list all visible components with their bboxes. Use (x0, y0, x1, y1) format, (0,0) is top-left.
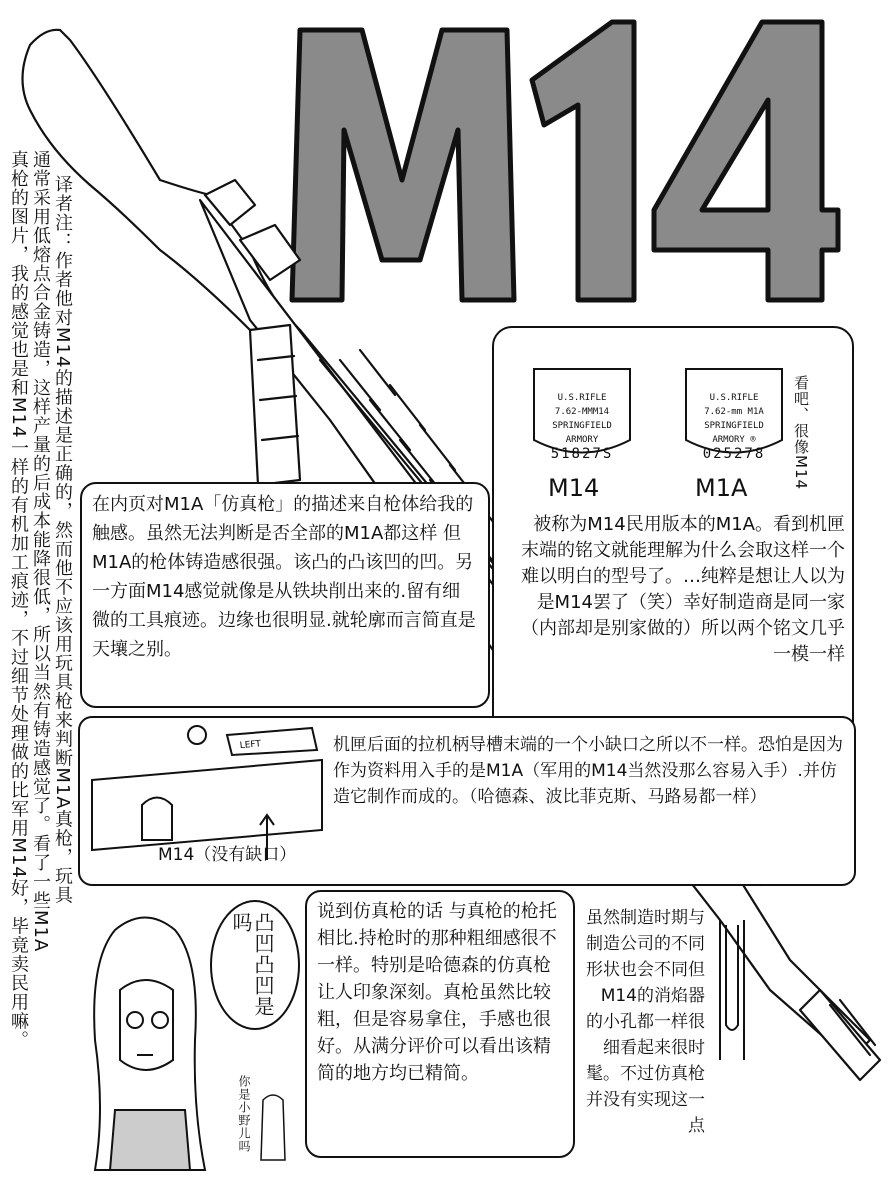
plate-line: U.S.RIFLE (709, 393, 759, 403)
flash-suppressor-drawing (712, 915, 752, 1065)
plate-line: 7.62-mm M1A (704, 407, 764, 417)
plate-line: 7.62-MMM14 (554, 407, 610, 417)
m14-label: M14 (548, 474, 600, 502)
translator-note-col1: 译者注：作者他对M14的描述是正确的，然而他不应该用玩具枪来判断M1A真枪，玩具 (52, 175, 73, 905)
girl-speech-text: 凸凹凸凹是吗 (229, 912, 275, 1017)
feel-description-box: 在内页对M1A「仿真枪」的描述来自枪体给我的触感。虽然无法判断是否全部的M1A都这样 但M1A的枪体铸造感很强。该凸的凸该凹的凹。另一方面M14感觉就像是从铁块削出来的.留有细微的工具痕迹。边缘也很明显.就轮廓而言简直是天壤之别。 (80, 482, 490, 708)
notch-explanation: 机匣后面的拉机柄导槽末端的一个小缺口之所以不一样。恐怕是因为作为资料用入手的是M1A（军用的M14当然没那么容易入手）.并仿造它制作而成的。（哈德森、波比菲克斯、马路易都一样） (333, 735, 843, 807)
m1a-receiver-plate (682, 365, 786, 461)
side-note: 看吧、很像M14 (792, 375, 810, 491)
plate-serial: 025278 (702, 446, 766, 462)
m1a-label: M1A (695, 474, 748, 502)
small-caption: 你是小野儿吗 (237, 1075, 251, 1153)
plate-line: ARMORY (565, 435, 599, 445)
translator-note-col2: 通常采用低熔点合金铸造，这样产量的后成本能降很低，所以当然有铸造感觉了。看了一些M1A (30, 150, 51, 953)
m14-receiver-plate (530, 365, 634, 461)
plate-serial: 51827S (550, 446, 614, 462)
notch-label: M14（没有缺口） (158, 845, 297, 865)
plate-line: SPRINGFIELD (704, 421, 764, 431)
m1a-explanation-text: 被称为M14民用版本的M1A。看到机匣末端的铭文就能理解为什么会取这样一个难以明白的型号了。…纯粹是想让人以为是M14罢了（笑）幸好制造商是同一家（内部却是别家做的）所以两个铭文几乎一模一样 (521, 514, 845, 665)
small-character-illustration (255, 1090, 291, 1170)
left-tag: LEFT (239, 739, 262, 752)
translator-note-col3: 真枪的图片，我的感觉也是和M14一样的有机加工痕迹，不过细节处理做的比军用M14好，毕竟卖民用嘛。 (8, 150, 29, 1050)
flash-suppressor-note: 虽然制造时期与制造公司的不同 形状也会不同但M14的消焰器的小孔都一样很细看起来很时髦。不过仿真枪并没有实现这一点 (586, 908, 705, 1136)
plate-line: U.S.RIFLE (557, 393, 607, 403)
plate-line: SPRINGFIELD (552, 421, 612, 431)
stock-comparison-box: 说到仿真枪的话 与真枪的枪托相比.持枪时的那种粗细感很不一样。特别是哈德森的仿真枪让人印象深刻。真枪虽然比较粗，但是容易拿住，手感也很好。从满分评价可以看出该精简的地方均已精简。 (305, 890, 575, 1158)
plate-line: ARMORY ® (712, 435, 756, 445)
